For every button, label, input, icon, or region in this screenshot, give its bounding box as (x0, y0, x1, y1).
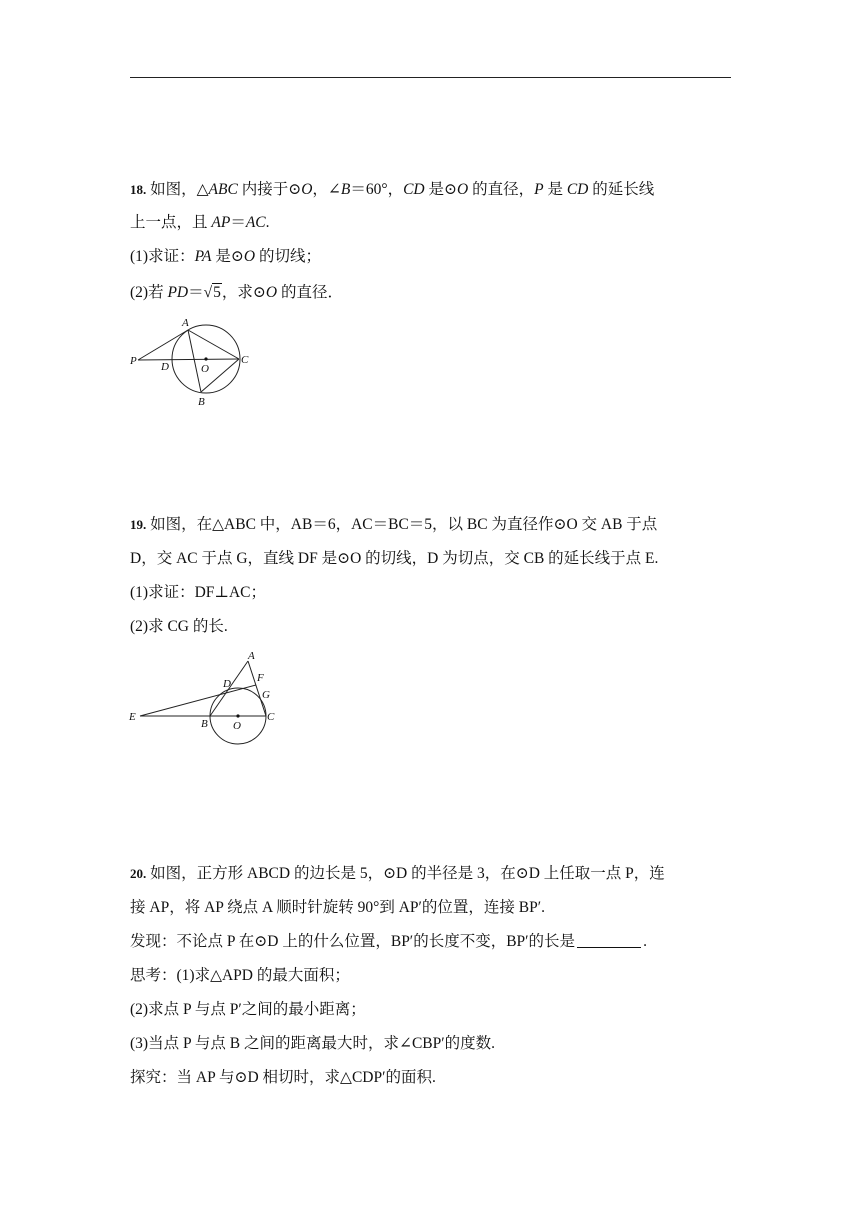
label-f: F (257, 672, 264, 684)
answer-blank (577, 933, 641, 948)
q18-part-1: (1)求证：PA 是⊙O 的切线； (130, 248, 321, 265)
q20-think-1: 思考：(1)求△APD 的最大面积； (130, 967, 350, 984)
label-o: O (233, 720, 241, 732)
center-dot (236, 714, 239, 717)
sqrt-5: √5 (203, 284, 221, 301)
q20-think-2: (2)求点 P 与点 P′之间的最小距离； (130, 1001, 366, 1018)
q20-discover: 发现：不论点 P 在⊙D 上的什么位置，BP′的长度不变，BP′的长是 . (130, 933, 647, 950)
header-rule (130, 77, 731, 78)
center-dot (204, 357, 207, 360)
label-p: P (130, 355, 137, 367)
q19-figure (125, 648, 285, 738)
label-g: G (262, 689, 270, 701)
segment-pa (138, 330, 188, 360)
q19-line-2: D，交 AC 于点 G，直线 DF 是⊙O 的切线，D 为切点，交 CB 的延长线于点 E. (130, 550, 659, 567)
q20-explore: 探究：当 AP 与⊙D 相切时，求△CDP′的面积. (130, 1069, 436, 1086)
label-d: D (161, 361, 169, 373)
q18-line-2: 上一点，且 AP＝AC. (130, 214, 270, 231)
label-o: O (201, 363, 209, 375)
label-a: A (182, 317, 189, 329)
tangent-ef (140, 685, 256, 716)
label-b: B (201, 718, 208, 730)
q19-line-1: 19. 如图，在△ABC 中，AB＝6，AC＝BC＝5，以 BC 为直径作⊙O 交 AB 于点 (130, 516, 658, 533)
q19-part-1: (1)求证：DF⊥AC； (130, 584, 266, 601)
segment-ac (188, 330, 239, 359)
segment-ab (188, 330, 201, 392)
label-e: E (129, 711, 136, 723)
label-b: B (198, 396, 205, 408)
q20-line-1: 20. 如图，正方形 ABCD 的边长是 5，⊙D 的半径是 3，在⊙D 上任取一点 P，连 (130, 865, 665, 882)
q18-figure (120, 310, 270, 410)
label-c: C (267, 711, 275, 723)
label-a: A (248, 650, 255, 662)
q20-line-2: 接 AP，将 AP 绕点 A 顺时针旋转 90°到 AP′的位置，连接 BP′. (130, 899, 546, 916)
label-c: C (241, 354, 249, 366)
label-d: D (223, 678, 231, 690)
q20-think-3: (3)当点 P 与点 B 之间的距离最大时，求∠CBP′的度数. (130, 1035, 496, 1052)
q18-part-2: (2)若 PD＝√5，求⊙O 的直径． (130, 284, 343, 301)
q19-part-2: (2)求 CG 的长. (130, 618, 228, 635)
q18-line-1: 18. 如图，△ABC 内接于⊙O，∠B＝60°，CD 是⊙O 的直径，P 是 CD 的延长线 (130, 181, 655, 198)
q18-number: 18. (130, 182, 147, 197)
segment-pc (138, 359, 239, 360)
